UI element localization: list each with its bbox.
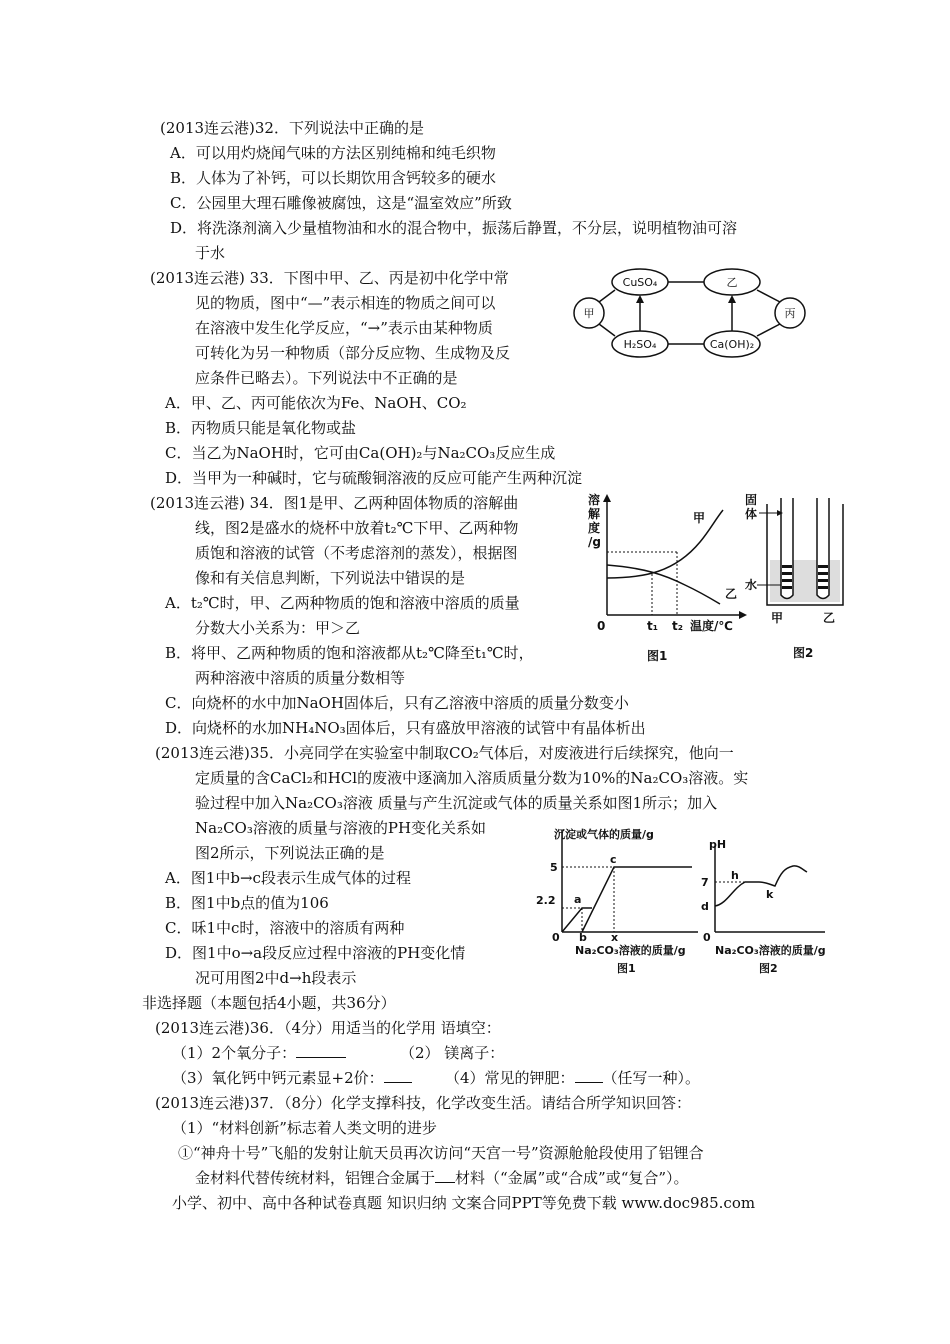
q35-option-a: A．图1中b→c段表示生成气体的过程	[165, 869, 411, 887]
xlabel: Na₂CO₃溶液的质量/g	[715, 944, 826, 957]
ylabel-1: 溶	[588, 493, 601, 507]
q34-option-b-cont: 两种溶液中溶质的质量分数相等	[195, 669, 406, 687]
label-water: 水	[745, 578, 758, 592]
q35-option-d-cont: 况可用图2中d→h段表示	[195, 969, 357, 987]
node-jia: 甲	[583, 307, 595, 320]
caption: 图2	[793, 646, 814, 660]
caption: 图2	[759, 962, 778, 974]
tube-yi	[817, 498, 829, 599]
q34-stem-4: 像和有关信息判断，下列说法中错误的是	[195, 569, 466, 587]
q33-stem-5: 应条件已略去）。下列说法中不正确的是	[195, 369, 458, 387]
q34-solubility-chart	[585, 490, 750, 665]
q36-part-4-label: （4）常见的钾肥：	[445, 1069, 575, 1087]
point-b: b	[579, 931, 587, 944]
ylabel-3: 度	[588, 521, 601, 535]
q36-stem: (2013连云港)36．（4分）用适当的化学用 语填空：	[155, 1019, 501, 1037]
point-x: x	[611, 931, 619, 944]
q36-part-1	[172, 1043, 346, 1063]
label-jia: 甲	[693, 511, 706, 525]
ylabel: pH	[709, 838, 727, 851]
q34-option-c: C．向烧杯的水中加NaOH固体后，只有乙溶液中溶质的质量分数变小	[165, 694, 629, 712]
q33-option-b: B．丙物质只能是氧化物或盐	[165, 419, 357, 437]
q35-option-d: D．图1中o→a段反应过程中溶液的PH变化情	[165, 944, 466, 962]
caption: 图1	[617, 962, 636, 974]
ylabel-4: /g	[588, 535, 601, 549]
node-caoh2: Ca(OH)₂	[709, 338, 755, 351]
curve-yi	[607, 565, 720, 604]
segment-b-c	[582, 867, 692, 932]
q32-option-d: D．将洗涤剂滴入少量植物油和水的混合物中，振荡后静置，不分层，说明植物油可溶	[170, 219, 738, 237]
tick-t2: t₂	[672, 619, 683, 633]
q34-stem-1: (2013连云港) 34．图1是甲、乙两种固体物质的溶解曲	[150, 494, 519, 512]
q35-option-b: B．图1中b点的值为106	[165, 894, 329, 912]
tick-2-2: 2.2	[536, 894, 556, 907]
q35-stem-5: 图2所示，下列说法正确的是	[195, 844, 385, 862]
point-d: d	[701, 900, 709, 913]
q33-relation-diagram	[572, 262, 812, 362]
q36-part-1-label: （1）2个氧分子：	[172, 1044, 297, 1062]
q36-part-2: （2） 镁离子：	[400, 1044, 505, 1062]
label-yi: 乙	[823, 611, 836, 625]
q37-part-1-sub: ①“神舟十号”飞船的发射让航天员再次访问“天宫一号”资源舱舱段使用了铝锂合	[178, 1144, 704, 1162]
tick-7: 7	[701, 876, 709, 889]
xlabel: Na₂CO₃溶液的质量/g	[575, 944, 686, 957]
node-yi: 乙	[726, 276, 738, 289]
q35-ph-chart	[697, 838, 832, 974]
q32-stem: (2013连云港)32．下列说法中正确的是	[160, 119, 424, 137]
q34-option-d: D．向烧杯的水加NH₄NO₃固体后，只有盛放甲溶液的试管中有晶体析出	[165, 719, 646, 737]
tick-t1: t₁	[647, 619, 658, 633]
q34-beaker-figure	[745, 490, 850, 665]
q36-part-4-tail: （任写一种）。	[602, 1069, 701, 1087]
q36-part-4	[445, 1068, 700, 1088]
ph-curve	[715, 866, 807, 906]
q35-precipitate-chart	[532, 824, 702, 974]
q34-option-a-cont: 分数大小关系为：甲＞乙	[195, 619, 361, 637]
q37-part-1-sub-cont	[195, 1168, 689, 1188]
q35-stem-4: Na₂CO₃溶液的质量与溶液的PH变化关系如	[195, 819, 487, 837]
ylabel-2: 解	[588, 507, 601, 521]
section-title: 非选择题（本题包括4小题，共36分）	[142, 994, 396, 1012]
xlabel: 温度/℃	[690, 619, 733, 633]
label-yi: 乙	[725, 587, 738, 601]
q36-part-3-label: （3）氧化钙中钙元素显+2价：	[172, 1069, 384, 1087]
q32-option-a: A．可以用灼烧闻气味的方法区别纯棉和纯毛织物	[170, 144, 496, 162]
point-c: c	[610, 853, 617, 866]
q35-option-c: C．咊1中c时，溶液中的溶质有两种	[165, 919, 405, 937]
q33-stem-4: 可转化为另一种物质（部分反应物、生成物及反	[195, 344, 511, 362]
point-k: k	[766, 888, 774, 901]
q34-stem-2: 线，图2是盛水的烧杯中放着t₂℃下甲、乙两种物	[195, 519, 519, 537]
q33-option-c: C．当乙为NaOH时，它可由Ca(OH)₂与Na₂CO₃反应生成	[165, 444, 556, 462]
footer: 小学、初中、高中各种试卷真题 知识归纳 文案合同PPT等免费下载 www.doc985.com	[172, 1194, 756, 1212]
q37-part-1: （1）“材料创新”标志着人类文明的进步	[172, 1119, 437, 1137]
q33-option-a: A．甲、乙、丙可能依次为Fe、NaOH、CO₂	[165, 394, 467, 412]
answer-blank-3[interactable]	[384, 1068, 412, 1083]
tick-5: 5	[550, 861, 558, 874]
q34-option-b: B．将甲、乙两种物质的饱和溶液都从t₂℃降至t₁℃时，	[165, 644, 534, 662]
origin: 0	[703, 931, 711, 944]
origin: 0	[597, 619, 606, 633]
q32-option-b: B．人体为了补钙，可以长期饮用含钙较多的硬水	[170, 169, 497, 187]
label-solid-1: 固	[745, 493, 758, 507]
q37-text-b: 材料（“金属”或“合成”或“复合”）。	[455, 1169, 689, 1187]
point-h: h	[731, 869, 739, 882]
curve-jia	[607, 510, 723, 578]
q37-stem: (2013连云港)37．（8分）化学支撑科技，化学改变生活。请结合所学知识回答：	[155, 1094, 692, 1112]
q36-part-3	[172, 1068, 412, 1088]
q35-stem-1: (2013连云港)35．小亮同学在实验室中制取CO₂气体后，对废液进行后续探究，他向一	[155, 744, 734, 762]
q33-option-d: D．当甲为一种碱时，它与硫酸铜溶液的反应可能产生两种沉淀	[165, 469, 583, 487]
label-jia: 甲	[771, 611, 784, 625]
origin: 0	[552, 931, 560, 944]
q34-option-a: A．t₂℃时，甲、乙两种物质的饱和溶液中溶质的质量	[165, 594, 520, 612]
q35-stem-3: 验过程中加入Na₂CO₃溶液 质量与产生沉淀或气体的质量关系如图1所示；加入	[195, 794, 718, 812]
q33-stem-2: 见的物质，图中“—”表示相连的物质之间可以	[195, 294, 496, 312]
node-h2so4: H₂SO₄	[623, 338, 657, 351]
q32-option-c: C．公园里大理石雕像被腐蚀，这是“温室效应”所致	[170, 194, 512, 212]
q34-stem-3: 质饱和溶液的试管（不考虑溶剂的蒸发），根据图	[195, 544, 518, 562]
node-cuso4: CuSO₄	[622, 276, 658, 289]
q35-stem-2: 定质量的含CaCl₂和HCl的废液中逐滴加入溶质质量分数为10%的Na₂CO₃溶液。实	[195, 769, 749, 787]
q32-option-d-cont: 于水	[195, 244, 226, 262]
answer-blank-4[interactable]	[575, 1068, 603, 1083]
ylabel: 沉淀或气体的质量/g	[554, 828, 654, 841]
point-a: a	[574, 893, 582, 906]
caption: 图1	[647, 649, 668, 663]
answer-blank-1[interactable]	[296, 1043, 346, 1058]
q33-stem-1: (2013连云港) 33．下图中甲、乙、丙是初中化学中常	[150, 269, 509, 287]
node-bing: 丙	[784, 307, 796, 320]
answer-blank-material[interactable]	[435, 1168, 455, 1183]
label-solid-2: 体	[745, 507, 758, 521]
q33-stem-3: 在溶液中发生化学反应，“→”表示由某种物质	[195, 319, 493, 337]
q37-text-a: 金材料代替传统材料，铝锂合金属于	[195, 1169, 436, 1187]
